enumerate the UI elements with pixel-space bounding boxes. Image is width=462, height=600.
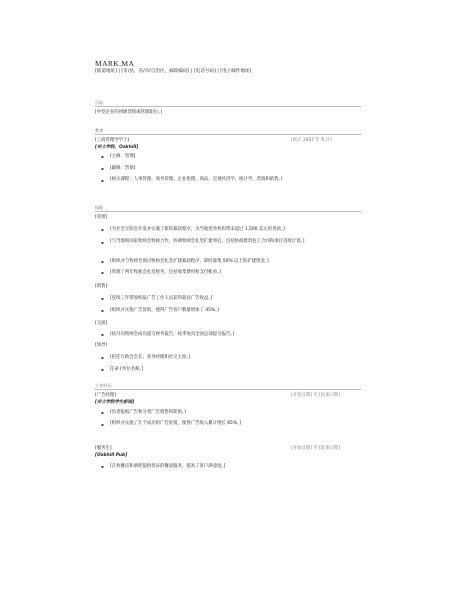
bullet-icon: ▪ [101,410,104,415]
education-divider [95,134,361,135]
education-degree: [工商管理学学士] [95,138,130,143]
skill-item: [管理了两年牧师会礼堂财务，包括收集费用和支付帐单。] [110,270,221,275]
skill-item: [与当地和国家牧师会牧师合作，协调牧师会礼堂扩建事宜，包括协商建筑包工合同和项目进度计划。] [110,239,305,244]
job-date: [开始日期] 至 [结束日期] [291,446,341,451]
skill-item: 任命 [单位名称。] [110,367,144,372]
bullet-icon: ▪ [101,367,104,372]
skill-group-name: [交流] [95,321,108,326]
skill-item: [组织并实施广告促销，使得广告客户数量增加了 45%。] [110,308,219,313]
skill-item: [按月向牧师会成员提交财务报告，按季度向全国总部提交报告。] [110,332,235,337]
bullet-icon: ▪ [101,422,104,427]
bullet-icon: ▪ [101,464,104,469]
bullet-icon: ▪ [101,166,104,171]
skill-group-name: [销售] [95,284,108,289]
skills-heading: 技能 [95,205,104,210]
bullet-icon: ▪ [101,270,104,275]
objective-heading: 目标 [95,100,104,105]
resume-name: MARK.MA [95,59,135,68]
bullet-icon: ▪ [101,154,104,159]
education-school: [州立学院，Oakhill] [95,145,139,150]
bullet-icon: ▪ [101,259,104,264]
job-item: [负责报纸广告和分类广告销售和促销。] [110,410,186,415]
job-role: [服务生] [95,446,112,451]
skill-item: [担任互助会会长、业务经理和社交主席。] [110,355,191,360]
job-item: [在快餐店和酒吧提供优异的餐桌服务，提高了客户满意度。] [110,464,226,469]
experience-heading: 工作经历 [95,383,112,388]
education-date: [预计 2007 年 6 月] [291,138,332,143]
education-heading: 教育 [95,128,104,133]
bullet-icon: ▪ [101,308,104,313]
education-item: [辅修：营销] [110,166,136,171]
job-date: [开始日期] 至 [结束日期] [291,393,341,398]
bullet-icon: ▪ [101,296,104,301]
objective-text: [中型企业的初级营销或管理职位。] [95,110,163,115]
skill-item: [组织并与牧师会商讨牧师会礼堂扩建募款程序，即时募集 50% 以上的扩建资金。] [110,259,269,264]
bullet-icon: ▪ [101,332,104,337]
bullet-icon: ▪ [101,240,104,245]
objective-divider [95,106,361,107]
education-item: [主修：管理] [110,154,136,159]
education-item: [相关课程：人事管理、商务管理、企业伦理、商法、宏观经济学、统计学、营销和销售。] [110,177,283,182]
skill-group-name: [管理] [95,215,108,220]
job-role: [广告经理] [95,393,116,398]
job-org: [Oakhill Pub] [95,453,128,458]
skill-item: [为社会互助会开发并实施了新的募款程序，为当地慈善机构带来超过 1,500 美元的善款。] [110,227,285,232]
skill-group-name: [领导] [95,343,108,348]
job-item: [组织并实施了几个成功的广告促销，使得广告收入累计增长 65%。] [110,421,241,426]
contact-line: [街道地址] | [市/县，省/市/自治区，邮政编码] | [电话号码] | [电子邮件地址] [95,69,252,74]
experience-divider [95,389,361,390]
skill-item: [连续三年带领校报广告工作人员获得最高广告收益。] [110,296,213,301]
skills-divider [95,211,361,212]
bullet-icon: ▪ [101,227,104,232]
job-org: [州立学院学生新闻] [95,400,135,405]
bullet-icon: ▪ [101,355,104,360]
bullet-icon: ▪ [101,178,104,183]
